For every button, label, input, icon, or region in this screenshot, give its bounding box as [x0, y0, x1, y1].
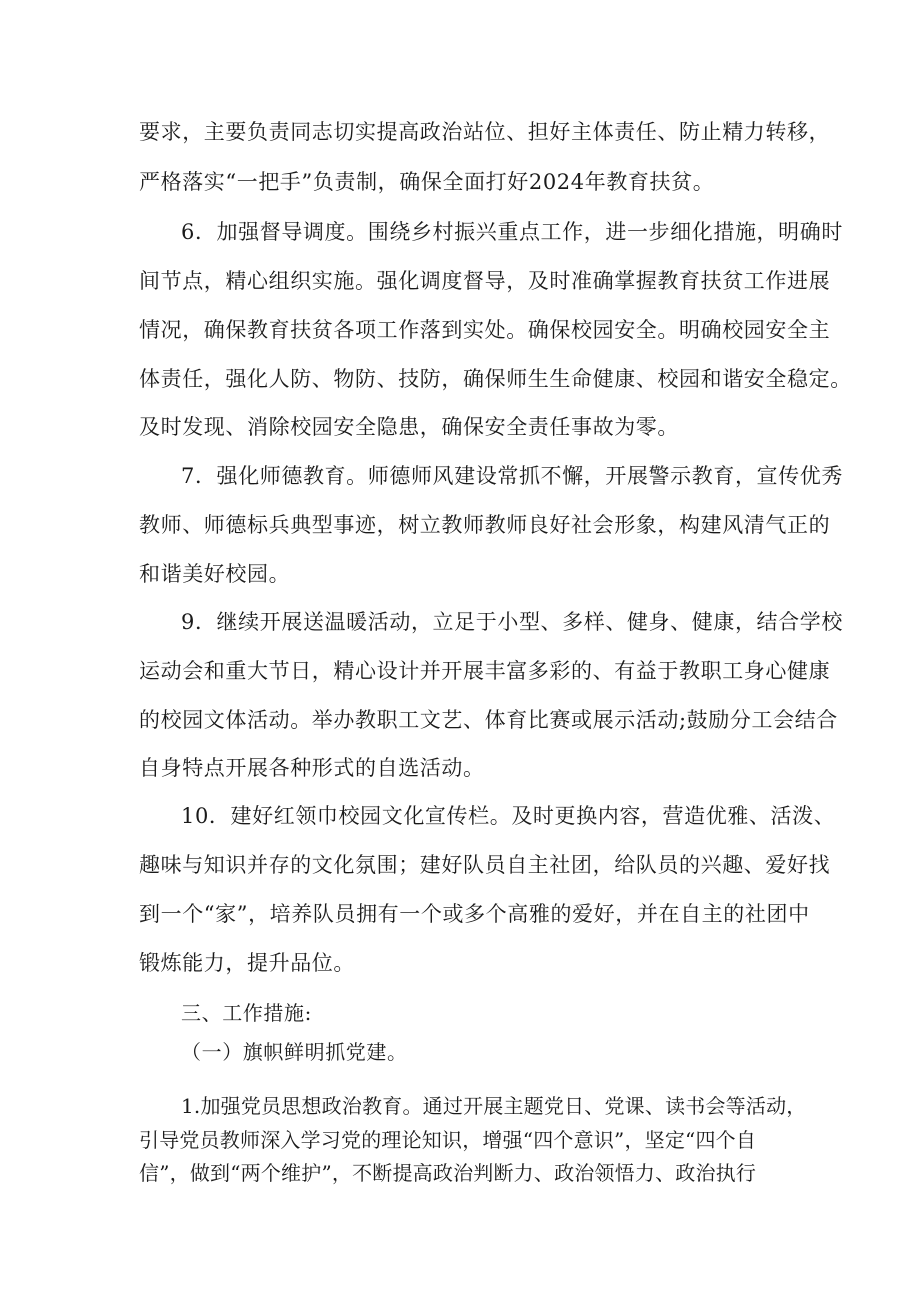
paragraph-line: 教师、师德标兵典型事迹，树立教师教师良好社会形象，构建风清气正的	[139, 513, 831, 537]
paragraph-line: 自身特点开展各种形式的自选活动。	[139, 756, 485, 780]
paragraph-line: 体责任，强化人防、物防、技防，确保师生生命健康、校园和谐安全稳定。	[139, 367, 852, 391]
paragraph-line: 信”，做到“两个维护”，不断提高政治判断力、政治领悟力、政治执行	[139, 1161, 757, 1185]
paragraph-line: 情况，确保教育扶贫各项工作落到实处。确保校园安全。明确校园安全主	[139, 318, 831, 342]
paragraph-line: 6．加强督导调度。围绕乡村振兴重点工作，进一步细化措施，明确时	[181, 220, 843, 244]
paragraph-line: 锻炼能力，提升品位。	[139, 951, 355, 975]
paragraph-line: 9．继续开展送温暖活动，立足于小型、多样、健身、健康，结合学校	[181, 610, 843, 634]
paragraph-line: 和谐美好校园。	[139, 562, 291, 586]
subsection-heading: （一）旗帜鲜明抓党建。	[181, 1040, 408, 1064]
paragraph-line: 到一个“家”，培养队员拥有一个或多个高雅的爱好，并在自主的社团中	[139, 902, 810, 926]
paragraph-line: 及时发现、消除校园安全隐患，确保安全责任事故为零。	[139, 415, 679, 439]
paragraph-line: 引导党员教师深入学习党的理论知识，增强“四个意识”，坚定“四个自	[139, 1128, 757, 1152]
paragraph-line: 间节点，精心组织实施。强化调度督导，及时准确掌握教育扶贫工作进展	[139, 269, 831, 293]
paragraph-line: 的校园文体活动。举办教职工文艺、体育比赛或展示活动;鼓励分工会结合	[139, 708, 838, 732]
section-heading: 三、工作措施:	[181, 1001, 312, 1025]
paragraph-line: 要求，主要负责同志切实提高政治站位、担好主体责任、防止精力转移，	[139, 120, 831, 144]
paragraph-line: 1.加强党员思想政治教育。通过开展主题党日、党课、读书会等活动，	[181, 1094, 807, 1118]
paragraph-line: 10．建好红领巾校园文化宣传栏。及时更换内容，营造优雅、活泼、	[181, 804, 836, 828]
paragraph-line: 严格落实“一把手”负责制，确保全面打好2024年教育扶贫。	[139, 170, 715, 194]
paragraph-line: 趣味与知识并存的文化氛围；建好队员自主社团，给队员的兴趣、爱好找	[139, 853, 831, 877]
paragraph-line: 运动会和重大节日，精心设计并开展丰富多彩的、有益于教职工身心健康	[139, 659, 831, 683]
paragraph-line: 7．强化师德教育。师德师风建设常抓不懈，开展警示教育，宣传优秀	[181, 464, 843, 488]
